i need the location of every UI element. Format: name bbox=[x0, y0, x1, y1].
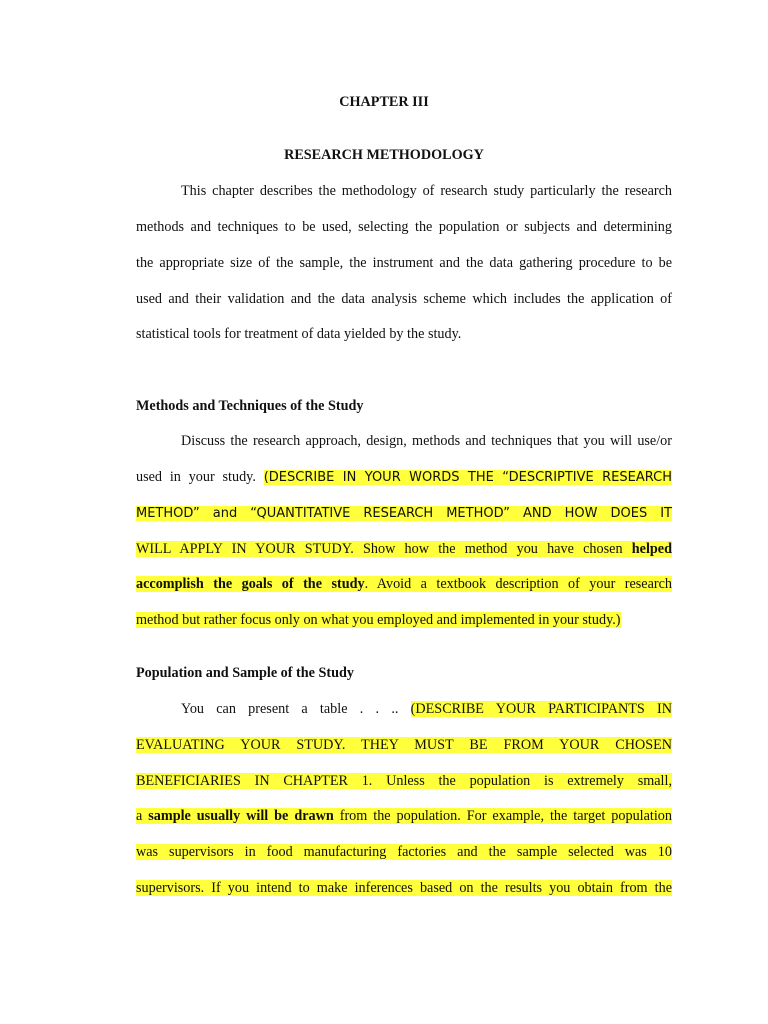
population-line-4-bold: sample usually will be drawn bbox=[148, 808, 334, 824]
intro-line-2: methods and techniques to be used, selecting the population or subjects and determining bbox=[136, 219, 672, 235]
population-line-4-c: from the population. For example, the target population bbox=[333, 808, 672, 824]
population-line-1-plain: You can present a table . . .. bbox=[181, 701, 411, 717]
intro-line-4: used and their validation and the data analysis scheme which includes the application of bbox=[136, 291, 672, 307]
methods-line-4-text: WILL APPLY IN YOUR STUDY. Show how the method you have chosen bbox=[136, 541, 632, 557]
methods-line-3-highlight: METHOD” and “QUANTITATIVE RESEARCH METHOD” AND HOW DOES IT bbox=[136, 506, 672, 521]
population-line-2 bbox=[136, 735, 672, 755]
population-line-4-a: a bbox=[136, 808, 149, 824]
methods-line-5 bbox=[136, 574, 672, 594]
intro-line-5: statistical tools for treatment of data yielded by the study. bbox=[136, 326, 462, 342]
section-title: RESEARCH METHODOLOGY bbox=[284, 147, 484, 163]
population-line-4 bbox=[136, 806, 672, 826]
methods-line-6 bbox=[136, 610, 672, 630]
population-line-6-text: supervisors. If you intend to make inferences based on the results you obtain from the bbox=[136, 880, 672, 896]
methods-line-6-text: method but rather focus only on what you employed and implemented in your study.) bbox=[136, 612, 621, 628]
methods-heading: Methods and Techniques of the Study bbox=[136, 398, 364, 414]
chapter-title: CHAPTER III bbox=[339, 94, 429, 110]
population-heading: Population and Sample of the Study bbox=[136, 665, 354, 681]
population-line-5 bbox=[136, 842, 672, 862]
population-line-5-text: was supervisors in food manufacturing factories and the sample selected was 10 bbox=[136, 844, 672, 860]
methods-line-5-bold: accomplish the goals of the study bbox=[136, 576, 365, 592]
methods-line-2-highlight: (DESCRIBE IN YOUR WORDS THE “DESCRIPTIVE RESEARCH bbox=[263, 470, 672, 485]
methods-line-5-text: . Avoid a textbook description of your research bbox=[364, 576, 673, 592]
population-line-2-text: EVALUATING YOUR STUDY. THEY MUST BE FROM YOUR CHOSEN bbox=[136, 737, 672, 753]
methods-line-4 bbox=[136, 539, 672, 559]
population-line-3-text: BENEFICIARIES IN CHAPTER 1. Unless the population is extremely small, bbox=[136, 773, 672, 789]
methods-line-2-plain: used in your study. bbox=[136, 469, 264, 485]
population-line-1 bbox=[181, 699, 672, 719]
methods-line-3 bbox=[136, 503, 672, 524]
methods-line-1: Discuss the research approach, design, methods and techniques that you will use/or bbox=[181, 433, 672, 449]
methods-line-2 bbox=[136, 467, 672, 488]
methods-line-4-bold: helped bbox=[631, 541, 672, 557]
population-line-3 bbox=[136, 771, 672, 791]
population-line-1-highlight: (DESCRIBE YOUR PARTICIPANTS IN bbox=[410, 701, 673, 717]
intro-line-1: This chapter describes the methodology of research study particularly the research bbox=[181, 183, 672, 199]
intro-line-3: the appropriate size of the sample, the instrument and the data gathering procedure to be bbox=[136, 255, 672, 271]
population-line-6 bbox=[136, 878, 672, 898]
